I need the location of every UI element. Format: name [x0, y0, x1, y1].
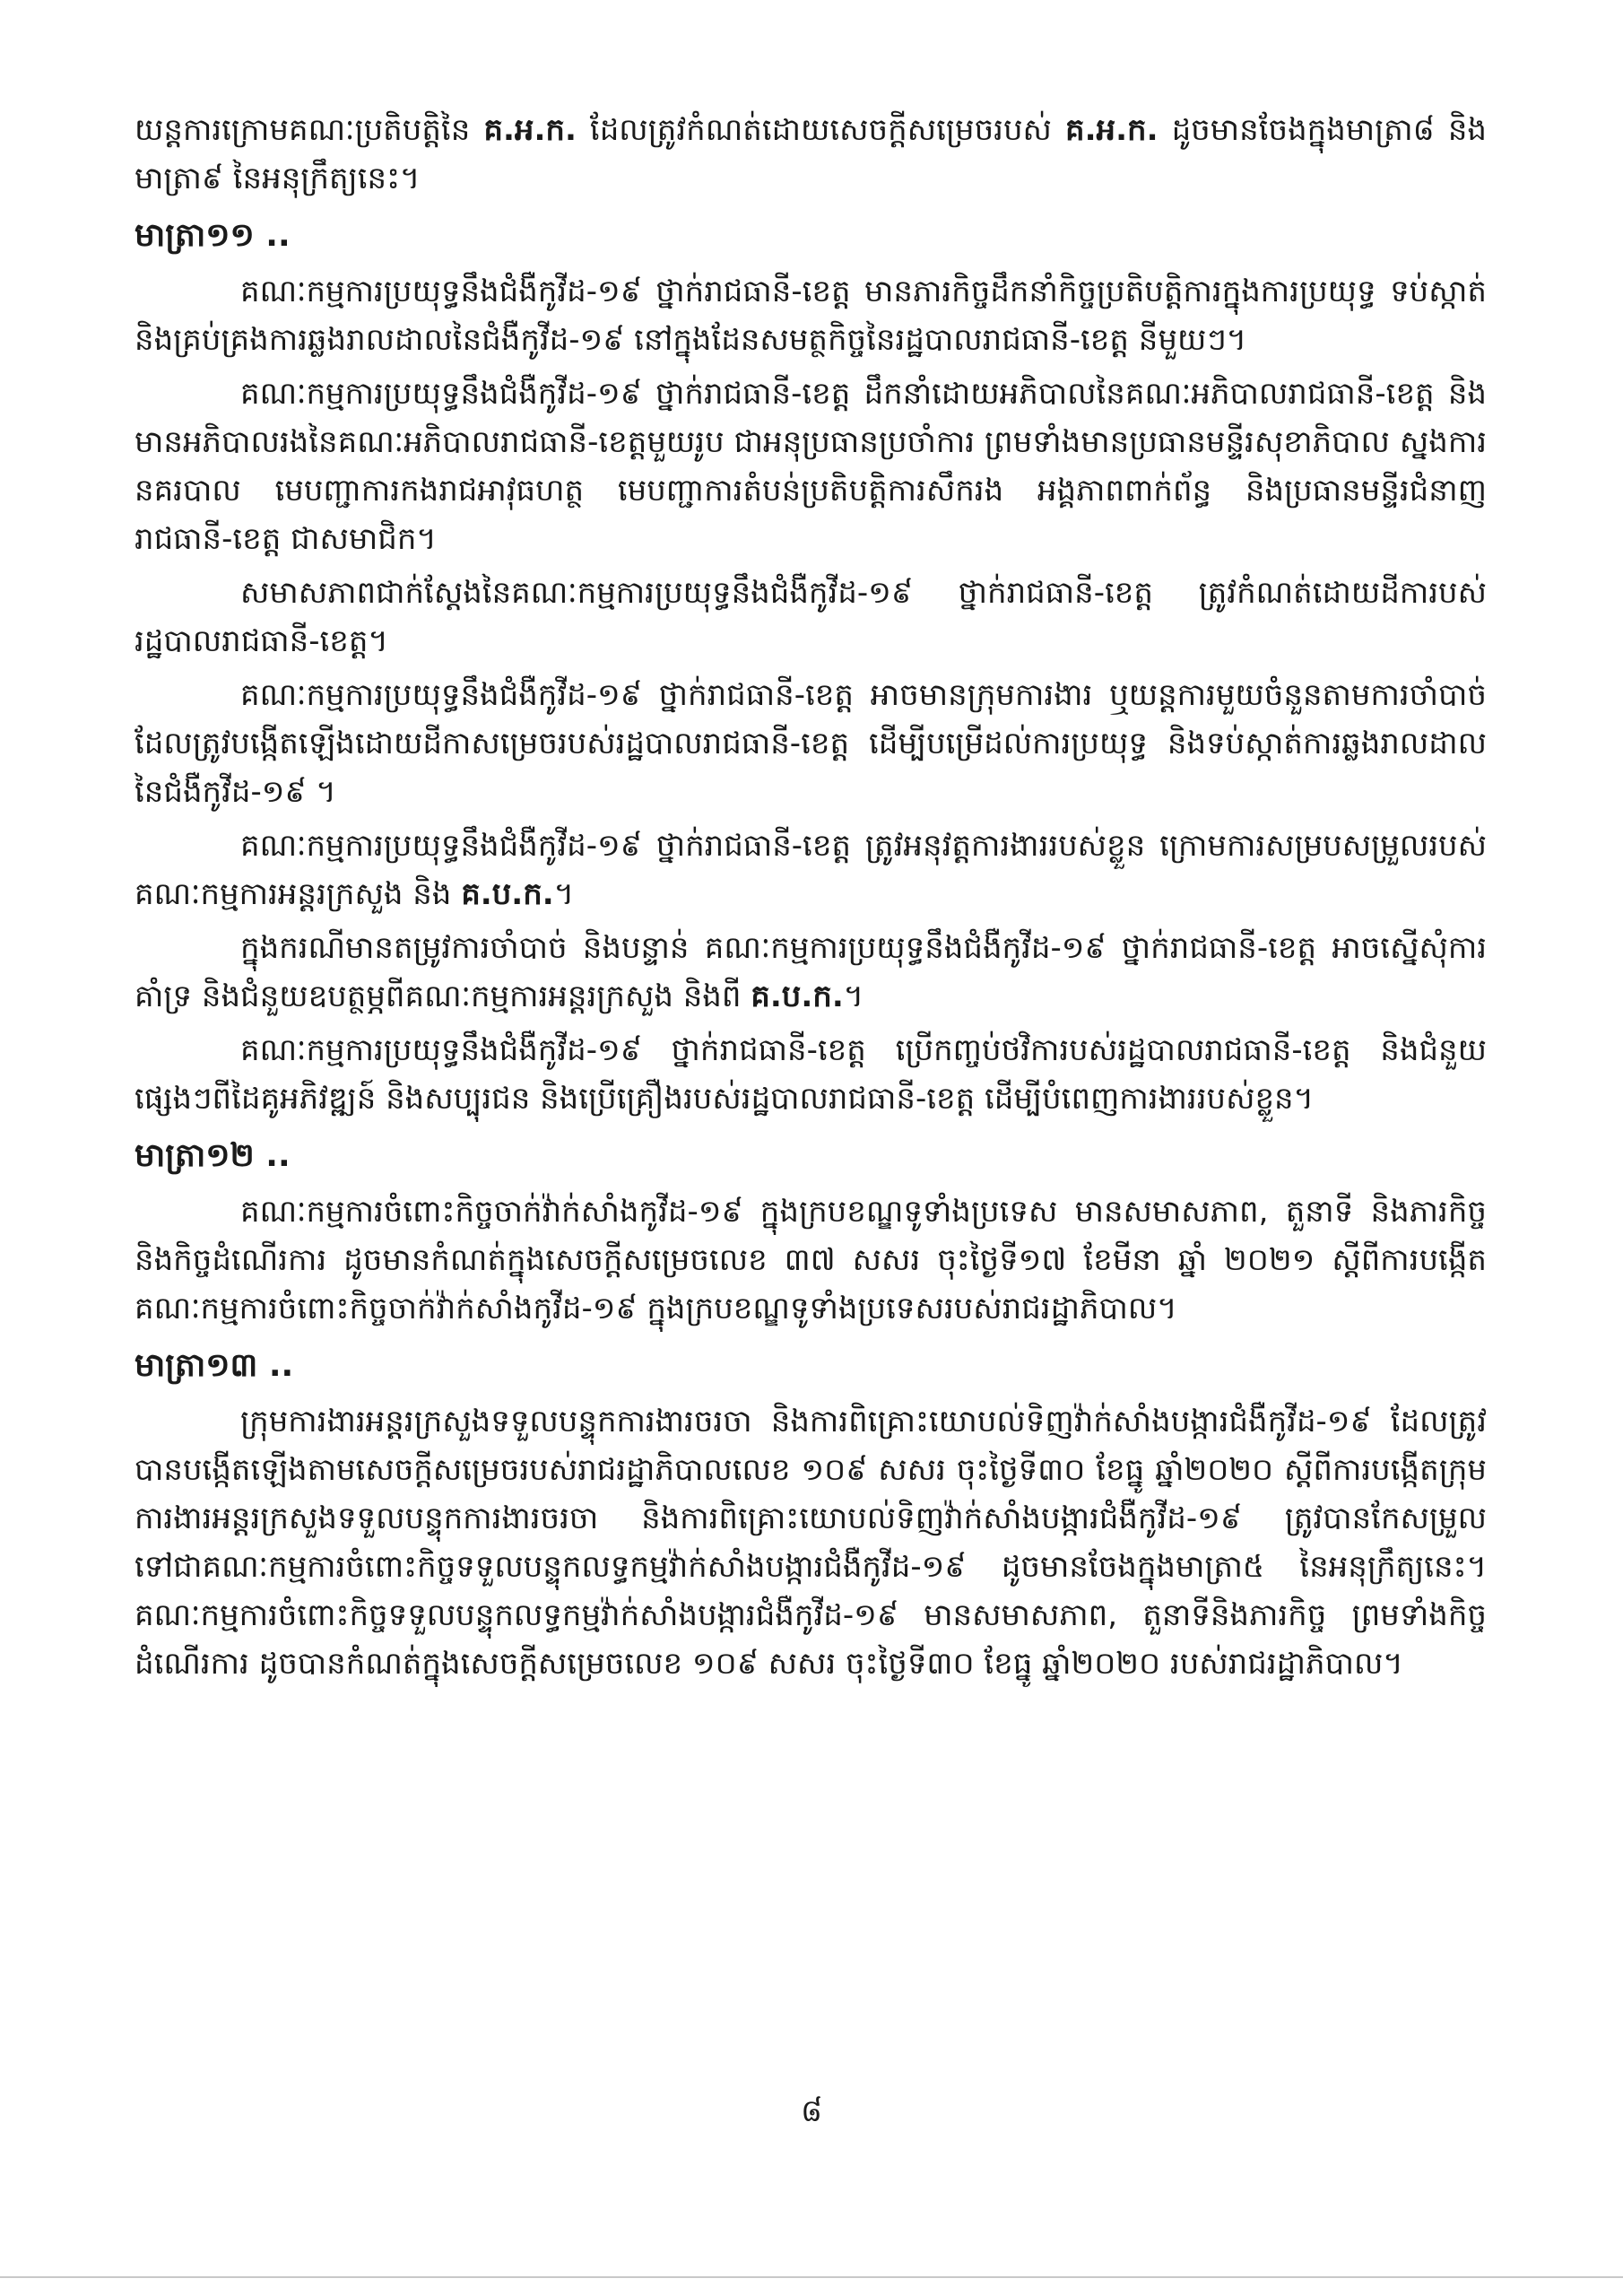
article-12-paragraph-1: គណៈកម្មការចំពោះកិច្ចចាក់វ៉ាក់សាំងកូវីដ-១៩ ក្នុងក្របខណ្ឌទូទាំងប្រទេស មានសមាសភាព, តួនាទី និងភារកិច្ច និងកិច្ចដំណើរការ ដូចមានកំណត់ក្នុងសេចក្តីសម្រេចលេខ ៣៧ សសរ ចុះថ្ងៃទី១៧ ខែមីនា ឆ្នាំ ២០២១ ស្តីពីការបង្កើតគណៈកម្មការចំពោះកិច្ចចាក់វ៉ាក់សាំងកូវីដ-១៩ ក្នុងក្របខណ្ឌទូទាំងប្រទេសរបស់រាជរដ្ឋាភិបាល។	[135, 1194, 1487, 1326]
article-11-paragraph-5	[135, 822, 1487, 918]
article-11-p6-text: ក្នុងករណីមានតម្រូវការចាំបាច់ និងបន្ទាន់ គណៈកម្មការប្រយុទ្ធនឹងជំងឺកូវីដ-១៩ ថ្នាក់រាជធានី-ខេត្ត អាចស្នើសុំការគាំទ្រ និងជំនួយឧបត្ថម្ភពីគណៈកម្មការអន្តរក្រសួង និងពី	[135, 930, 1487, 1014]
article-11-paragraph-3: សមាសភាពជាក់ស្តែងនៃគណៈកម្មការប្រយុទ្ធនឹងជំងឺកូវីដ-១៩ ថ្នាក់រាជធានី-ខេត្ត ត្រូវកំណត់ដោយដីការបស់រដ្ឋបាលរាជធានី-ខេត្ត។	[135, 575, 1487, 659]
article-11-paragraph-6	[135, 924, 1487, 1021]
document-page	[135, 106, 1487, 2106]
intro-paragraph	[135, 106, 1487, 203]
article-11-paragraph-2: គណៈកម្មការប្រយុទ្ធនឹងជំងឺកូវីដ-១៩ ថ្នាក់រាជធានី-ខេត្ត ដឹកនាំដោយអភិបាលនៃគណៈអភិបាលរាជធានី-ខេត្ត និងមានអភិបាលរងនៃគណៈអភិបាលរាជធានី-ខេត្តមួយរូប ជាអនុប្រធានប្រចាំការ ព្រមទាំងមានប្រធានមន្ទីរសុខាភិបាល ស្នងការនគរបាល មេបញ្ជាការកងរាជអាវុធហត្ថ មេបញ្ជាការតំបន់ប្រតិបត្តិការសឹករង អង្គភាពពាក់ព័ន្ធ និងប្រធានមន្ទីរជំនាញរាជធានី-ខេត្ត ជាសមាជិក។	[135, 376, 1487, 557]
article-11-paragraph-4: គណៈកម្មការប្រយុទ្ធនឹងជំងឺកូវីដ-១៩ ថ្នាក់រាជធានី-ខេត្ត អាចមានក្រុមការងារ ឬយន្តការមួយចំនួនតាមការចាំបាច់ ដែលត្រូវបង្កើតឡើងដោយដីកាសម្រេចរបស់រដ្ឋបាលរាជធានី-ខេត្ត ដើម្បីបម្រើដល់ការប្រយុទ្ធ និងទប់ស្កាត់ការឆ្លងរាលដាលនៃជំងឺកូវីដ-១៩ ។	[135, 677, 1487, 810]
article-11-p5-end: ។	[553, 876, 575, 912]
intro-text-1: យន្តការក្រោមគណៈប្រតិបត្តិនៃ	[135, 112, 484, 148]
article-11-p5-text: គណៈកម្មការប្រយុទ្ធនឹងជំងឺកូវីដ-១៩ ថ្នាក់រាជធានី-ខេត្ត ត្រូវអនុវត្តការងាររបស់ខ្លួន ក្រោមការសម្របសម្រួលរបស់គណៈកម្មការអន្តរក្រសួង និង	[135, 828, 1487, 912]
abbr-gbk-2: គ.ប.ក.	[751, 978, 844, 1014]
article-13-heading: មាត្រា១៣ ..	[135, 1347, 294, 1384]
article-12-heading: មាត្រា១២ ..	[135, 1137, 291, 1174]
article-11-paragraph-1: គណៈកម្មការប្រយុទ្ធនឹងជំងឺកូវីដ-១៩ ថ្នាក់រាជធានី-ខេត្ត មានភារកិច្ចដឹកនាំកិច្ចប្រតិបត្តិការក្នុងការប្រយុទ្ធ ទប់ស្កាត់ និងគ្រប់គ្រងការឆ្លងរាលដាលនៃជំងឺកូវីដ-១៩ នៅក្នុងដែនសមត្ថកិច្ចនៃរដ្ឋបាលរាជធានី-ខេត្ត នីមួយៗ។	[135, 274, 1487, 358]
article-13-paragraph-1: ក្រុមការងារអន្តរក្រសួងទទួលបន្ទុកការងារចរចា និងការពិគ្រោះយោបល់ទិញវ៉ាក់សាំងបង្ការជំងឺកូវីដ-១៩ ដែលត្រូវបានបង្កើតឡើងតាមសេចក្តីសម្រេចរបស់រាជរដ្ឋាភិបាលលេខ ១០៩ សសរ ចុះថ្ងៃទី៣០ ខែធ្នូ ឆ្នាំ២០២០ ស្តីពីការបង្កើតក្រុមការងារអន្តរក្រសួងទទួលបន្ទុកការងារចរចា និងការពិគ្រោះយោបល់ទិញវ៉ាក់សាំងបង្ការជំងឺកូវីដ-១៩ ត្រូវបានកែសម្រួលទៅជាគណៈកម្មការចំពោះកិច្ចទទួលបន្ទុកលទ្ធកម្មវ៉ាក់សាំងបង្ការជំងឺកូវីដ-១៩ ដូចមានចែងក្នុងមាត្រា៥ នៃអនុក្រឹត្យនេះ។ គណៈកម្មការចំពោះកិច្ចទទួលបន្ទុកលទ្ធកម្មវ៉ាក់សាំងបង្ការជំងឺកូវីដ-១៩ មានសមាសភាព, តួនាទីនិងភារកិច្ច ព្រមទាំងកិច្ចដំណើរការ ដូចបានកំណត់ក្នុងសេចក្តីសម្រេចលេខ ១០៩ សសរ ចុះថ្ងៃទី៣០ ខែធ្នូ ឆ្នាំ២០២០ របស់រាជរដ្ឋាភិបាល។	[135, 1404, 1487, 1682]
abbr-gak-1: គ.អ.ក.	[483, 112, 577, 148]
article-11-heading: មាត្រា១១ ..	[135, 217, 291, 254]
intro-text-2: ដែលត្រូវកំណត់ដោយសេចក្តីសម្រេចរបស់	[576, 112, 1065, 148]
footer-divider	[0, 2276, 1623, 2278]
abbr-gak-2: គ.អ.ក.	[1065, 112, 1159, 148]
article-11-p6-end: ។	[843, 978, 864, 1014]
intro-text-3: ដូចមានចែងក្នុងមាត្រា៨ និងមាត្រា៩ នៃអនុក្រឹត្យនេះ។	[135, 112, 1487, 196]
page-number: ៨	[800, 2093, 823, 2129]
article-11-paragraph-7: គណៈកម្មការប្រយុទ្ធនឹងជំងឺកូវីដ-១៩ ថ្នាក់រាជធានី-ខេត្ត ប្រើកញ្ចប់ថវិការបស់រដ្ឋបាលរាជធានី-ខេត្ត និងជំនួយផ្សេងៗពីដៃគូអភិវឌ្ឍន៍ និងសប្បុរជន និងប្រើគ្រឿងរបស់រដ្ឋបាលរាជធានី-ខេត្ត ដើម្បីបំពេញការងាររបស់ខ្លួន។	[135, 1032, 1487, 1117]
abbr-gbk-1: គ.ប.ក.	[461, 876, 554, 912]
